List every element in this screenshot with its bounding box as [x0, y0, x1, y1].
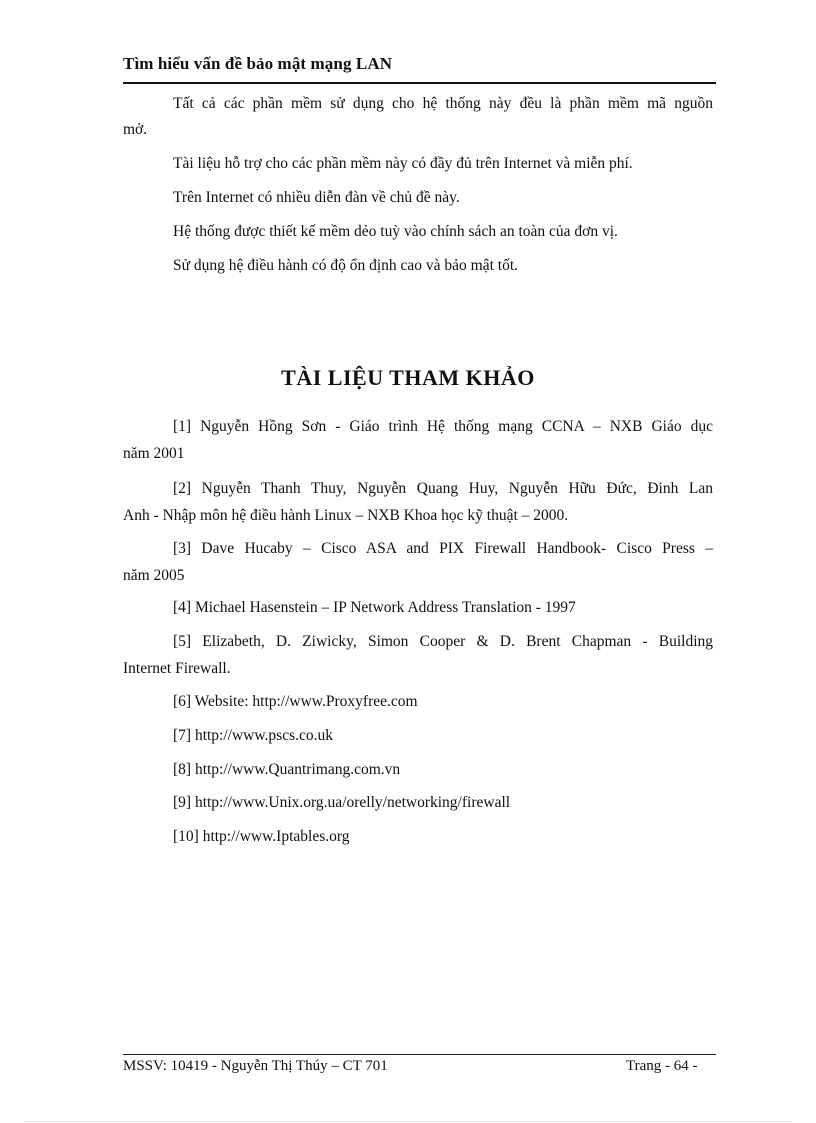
reference-item-6: [6] Website: http://www.Proxyfree.com	[173, 693, 418, 710]
reference-item-4: [4] Michael Hasenstein – IP Network Address Translation - 1997	[173, 599, 576, 616]
footer-student-info: MSSV: 10419 - Nguyễn Thị Thúy – CT 701	[123, 1058, 388, 1074]
reference-item-9: [9] http://www.Unix.org.ua/orelly/networking/firewall	[173, 794, 511, 811]
reference-item-5: [5] Elizabeth, D. Ziwicky, Simon Cooper & D. Brent Chapman - Building Internet Firewall.	[123, 633, 713, 677]
intro-paragraph-2: Tài liệu hỗ trợ cho các phần mềm này có đầy đủ trên Internet và miễn phí.	[173, 155, 633, 172]
reference-item-3: [3] Dave Hucaby – Cisco ASA and PIX Firewall Handbook- Cisco Press – năm 2005	[123, 540, 713, 584]
intro-line-1: Tất cả các phần mềm sử dụng cho hệ thống này đều là phần mềm mã nguồn	[173, 95, 713, 112]
intro-paragraph-4: Hệ thống được thiết kế mềm dẻo tuỳ vào chính sách an toàn của đơn vị.	[173, 223, 618, 240]
intro-line-2: mở.	[123, 121, 148, 138]
intro-paragraph-5: Sử dụng hệ điều hành có độ ổn định cao và bảo mật tốt.	[173, 257, 519, 274]
reference-item-8: [8] http://www.Quantrimang.com.vn	[173, 761, 401, 778]
header-title: Tìm hiểu vấn đề bảo mật mạng LAN	[123, 54, 393, 73]
intro-paragraph-1	[123, 91, 713, 143]
footer-rule	[123, 1054, 716, 1055]
reference-item-2: [2] Nguyễn Thanh Thuy, Nguyễn Quang Huy, Nguyễn Hữu Đức, Đinh Lan Anh - Nhập môn hệ điều hành Linux – NXB Khoa học kỹ thuật – 2000.	[123, 480, 713, 524]
header-rule	[123, 82, 716, 84]
page-edge-divider	[25, 1121, 791, 1122]
reference-item-1: [1] Nguyễn Hồng Sơn - Giáo trình Hệ thống mạng CCNA – NXB Giáo dục năm 2001	[123, 418, 713, 462]
reference-item-7: [7] http://www.pscs.co.uk	[173, 727, 334, 744]
references-heading: TÀI LIỆU THAM KHẢO	[281, 365, 535, 390]
footer-page-number: Trang - 64 -	[626, 1058, 698, 1074]
intro-paragraph-3: Trên Internet có nhiều diễn đàn về chủ đề này.	[173, 189, 460, 206]
reference-item-10: [10] http://www.Iptables.org	[173, 828, 350, 845]
